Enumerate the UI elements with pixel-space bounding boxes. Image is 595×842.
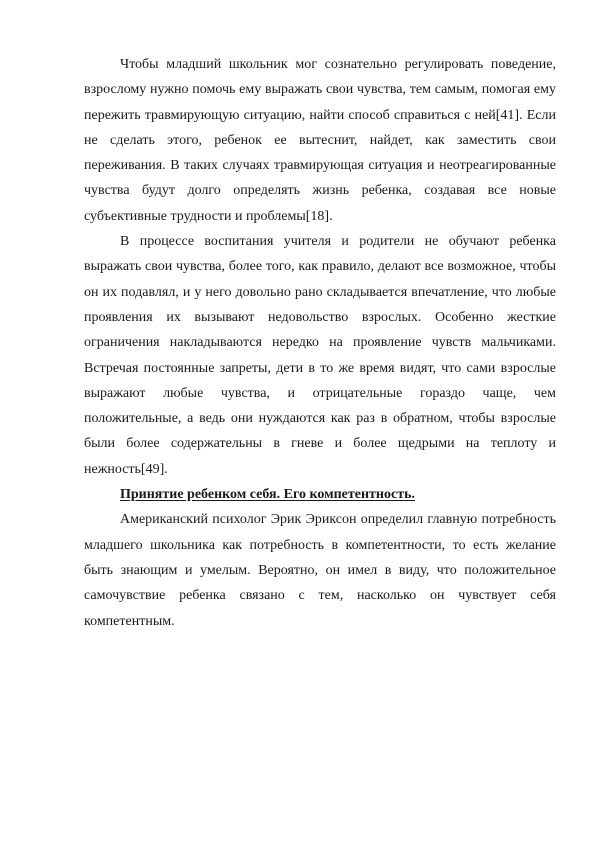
section-heading: Принятие ребенком себя. Его компетентность. bbox=[120, 487, 415, 503]
paragraph-upbringing: В процессе воспитания учителя и родители не обучают ребенка выражать свои чувства, более того, как правило, делают все возможное, чтобы он их подавлял, и у него довольно рано складывается впечатление, что любые проявления их вызывают недовольство взрослых. Особенно жесткие ограничения накладываются нередко на проявление чувств мальчиками. Встречая постоянные запреты, дети в то же время видят, что сами взрослые выражают любые чувства, и отрицательные гораздо чаще, чем положительные, а ведь они нуждаются как раз в обратном, чтобы взрослые были более содержательны в гневе и более щедрыми на теплоту и нежность[49]. bbox=[84, 234, 556, 477]
document-body bbox=[84, 52, 556, 634]
paragraph-emotional-regulation: Чтобы младший школьник мог сознательно регулировать поведение, взрослому нужно помочь ему выражать свои чувства, тем самым, помогая ему пережить травмирующую ситуацию, найти способ справиться с ней[41]. Если не сделать этого, ребенок ее вытеснит, найдет, как заместить свои переживания. В таких случаях травмирующая ситуация и неотреагированные чувства будут долго определять жизнь ребенка, создавая все новые субъективные трудности и проблемы[18]. bbox=[84, 57, 556, 224]
paragraph-competence: Американский психолог Эрик Эриксон определил главную потребность младшего школьника как потребность в компетентности, то есть желание быть знающим и умелым. Вероятно, он имел в виду, что положительное самочувствие ребенка связано с тем, насколько он чувствует себя компетентным. bbox=[84, 512, 556, 629]
